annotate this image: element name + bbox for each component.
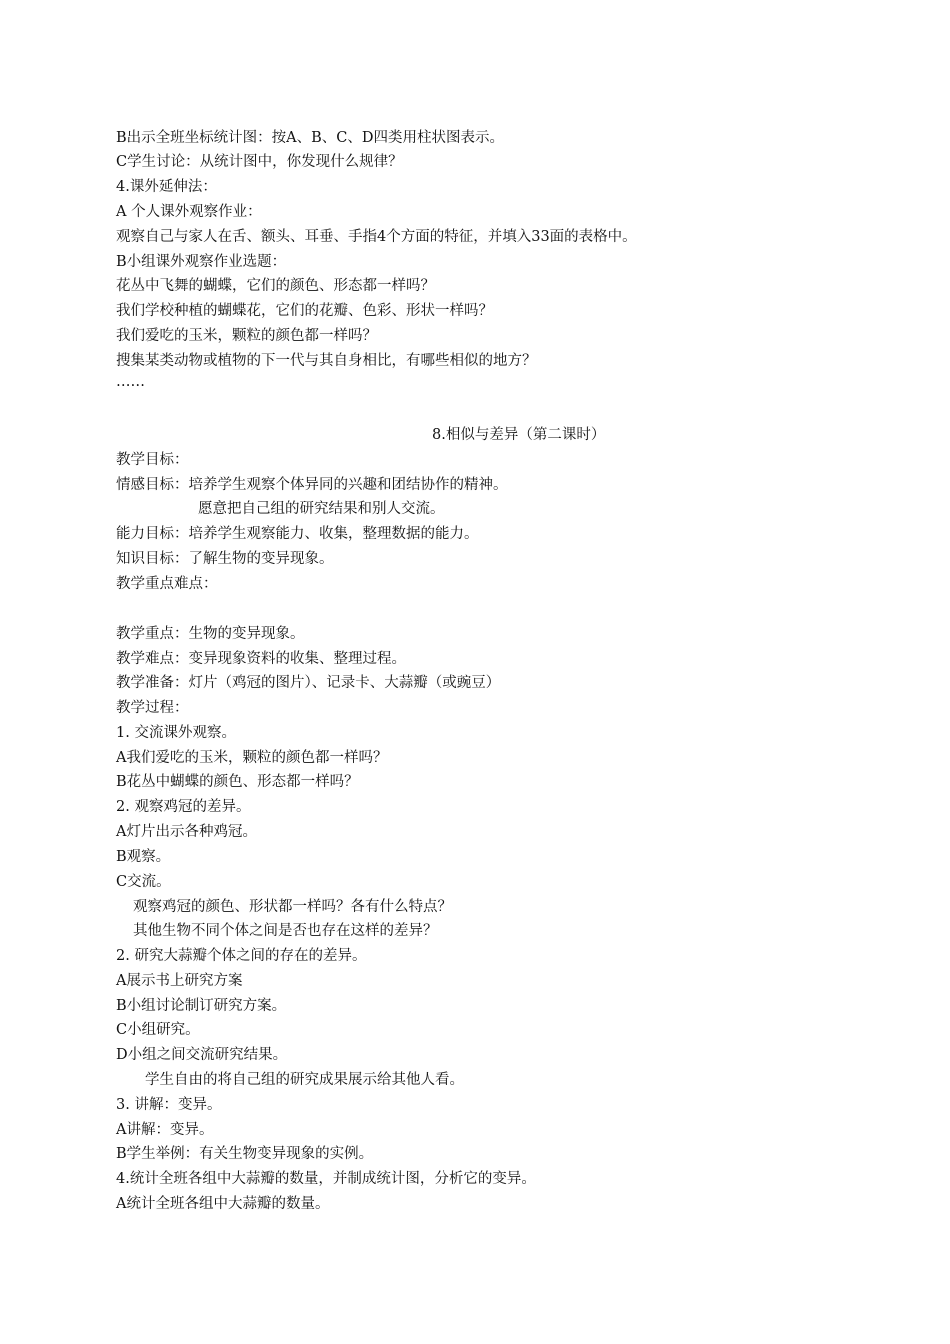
text-line: 花丛中飞舞的蝴蝶，它们的颜色、形态都一样吗？ bbox=[116, 278, 435, 294]
text-line: 2. 研究大蒜瓣个体之间的存在的差异。 bbox=[116, 948, 367, 964]
text-line: 1. 交流课外观察。 bbox=[116, 725, 236, 741]
text-line: A我们爱吃的玉米，颗粒的颜色都一样吗？ bbox=[116, 750, 388, 766]
text-line: 3. 讲解：变异。 bbox=[116, 1097, 222, 1113]
text-line: 教学难点：变异现象资料的收集、整理过程。 bbox=[116, 651, 406, 667]
text-line: A 个人课外观察作业： bbox=[116, 204, 262, 220]
text-line: B学生举例：有关生物变异现象的实例。 bbox=[116, 1146, 374, 1162]
text-line: 4.统计全班各组中大蒜瓣的数量，并制成统计图，分析它的变异。 bbox=[116, 1171, 536, 1187]
text-line: C学生讨论：从统计图中，你发现什么规律？ bbox=[116, 154, 403, 170]
text-line: 学生自由的将自己组的研究成果展示给其他人看。 bbox=[145, 1072, 464, 1088]
text-line: B小组课外观察作业选题： bbox=[116, 254, 287, 270]
heading: 教学重点难点： bbox=[116, 576, 218, 592]
heading: 教学目标： bbox=[116, 452, 189, 468]
text-line: D小组之间交流研究结果。 bbox=[116, 1047, 288, 1063]
text-line: 情感目标：培养学生观察个体异同的兴趣和团结协作的精神。 bbox=[116, 477, 508, 493]
text-line: A统计全班各组中大蒜瓣的数量。 bbox=[116, 1196, 330, 1212]
text-line: 搜集某类动物或植物的下一代与其自身相比，有哪些相似的地方？ bbox=[116, 353, 537, 369]
heading: 教学过程： bbox=[116, 700, 189, 716]
text-line: B小组讨论制订研究方案。 bbox=[116, 998, 287, 1014]
text-line: 其他生物不同个体之间是否也存在这样的差异？ bbox=[133, 923, 438, 939]
text-line: B出示全班坐标统计图：按A、B、C、D四类用柱状图表示。 bbox=[116, 130, 505, 146]
text-line: 教学重点：生物的变异现象。 bbox=[116, 626, 305, 642]
text-line: 2. 观察鸡冠的差异。 bbox=[116, 799, 251, 815]
ellipsis: …… bbox=[116, 374, 145, 390]
section-title: 8.相似与差异（第二课时） bbox=[432, 427, 606, 443]
text-line: B观察。 bbox=[116, 849, 171, 865]
text-line: 观察自己与家人在舌、额头、耳垂、手指4个方面的特征，并填入33面的表格中。 bbox=[116, 229, 637, 245]
text-line: A灯片出示各种鸡冠。 bbox=[116, 824, 257, 840]
text-line: C小组研究。 bbox=[116, 1022, 200, 1038]
text-line: 知识目标：了解生物的变异现象。 bbox=[116, 551, 334, 567]
text-line: 能力目标：培养学生观察能力、收集，整理数据的能力。 bbox=[116, 526, 479, 542]
text-line: 教学准备：灯片（鸡冠的图片）、记录卡、大蒜瓣（或豌豆） bbox=[116, 675, 501, 691]
text-line: B花丛中蝴蝶的颜色、形态都一样吗？ bbox=[116, 774, 359, 790]
text-line: 愿意把自己组的研究结果和别人交流。 bbox=[198, 501, 445, 517]
text-line: 我们爱吃的玉米，颗粒的颜色都一样吗？ bbox=[116, 328, 377, 344]
text-line: A展示书上研究方案 bbox=[116, 973, 243, 989]
text-line: A讲解：变异。 bbox=[116, 1122, 214, 1138]
text-line: 观察鸡冠的颜色、形状都一样吗？各有什么特点？ bbox=[133, 899, 452, 915]
text-line: 我们学校种植的蝴蝶花，它们的花瓣、色彩、形状一样吗？ bbox=[116, 303, 493, 319]
text-line: C交流。 bbox=[116, 874, 171, 890]
text-line: 4.课外延伸法： bbox=[116, 179, 217, 195]
